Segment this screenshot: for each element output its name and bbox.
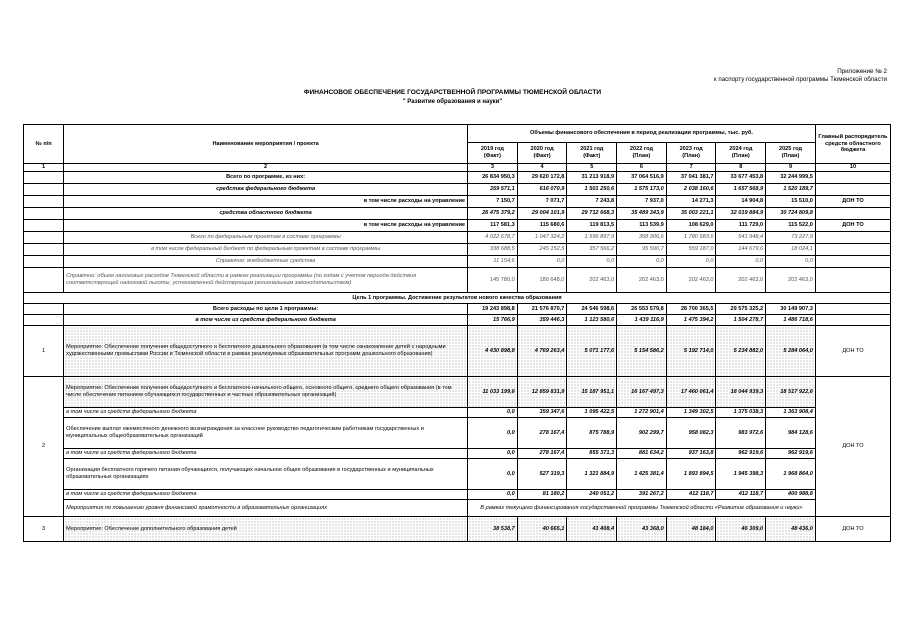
summary-value: 358 306,6 — [617, 232, 667, 244]
item-text: в том числе из средств федерального бюджета — [64, 449, 468, 459]
item-3-row — [24, 517, 891, 542]
summary-row — [24, 232, 891, 244]
item-value: 400 988,8 — [766, 490, 816, 500]
item-value: 0,0 — [468, 449, 518, 459]
year-header — [567, 143, 617, 164]
tax-value: 145 780,0 — [468, 268, 518, 293]
goal-value: 29 575 325,2 — [716, 304, 766, 315]
goal-value: 19 243 898,8 — [468, 304, 518, 315]
item-value: 15 187 951,1 — [567, 377, 617, 408]
item-value: 4 430 898,8 — [468, 326, 518, 377]
summary-spacer — [24, 256, 64, 268]
summary-value: 1 596 897,9 — [567, 232, 617, 244]
goal-total-row — [24, 315, 891, 326]
goal-label: в том числе из средств федерального бюджета — [64, 315, 468, 326]
summary-label: в том числе расходы на управление — [64, 196, 468, 208]
item-value: 1 375 038,3 — [716, 408, 766, 418]
item-value: 881 634,2 — [617, 449, 667, 459]
summary-value: 73 227,9 — [766, 232, 816, 244]
summary-value: 15 510,0 — [766, 196, 816, 208]
summary-value: 0,0 — [567, 256, 617, 268]
year-header — [666, 143, 716, 164]
summary-value: 108 629,0 — [666, 220, 716, 232]
item-number: 1 — [24, 326, 64, 377]
item-value: 38 538,7 — [468, 517, 518, 542]
item-value: 48 436,0 — [766, 517, 816, 542]
summary-value: 26 475 379,2 — [468, 208, 518, 220]
goal-value: 1 504 278,7 — [716, 315, 766, 326]
goal-manager — [815, 315, 890, 326]
item-value: 937 163,8 — [666, 449, 716, 459]
year-header — [517, 143, 567, 164]
year-header — [716, 143, 766, 164]
summary-spacer — [24, 208, 64, 220]
item-value: 1 349 302,5 — [666, 408, 716, 418]
summary-row — [24, 208, 891, 220]
goal-value: 21 576 870,7 — [517, 304, 567, 315]
summary-value: 14 904,8 — [716, 196, 766, 208]
summary-row — [24, 220, 891, 232]
year-label: 2020 год — [530, 146, 554, 153]
tax-value: 202 463,0 — [766, 268, 816, 293]
goal-label: Всего расходы по цели 1 программы: — [64, 304, 468, 315]
year-header — [468, 143, 518, 164]
item-value: 412 118,7 — [716, 490, 766, 500]
summary-value: 0,0 — [517, 256, 567, 268]
item-2-row — [24, 377, 891, 408]
summary-value: 7 071,7 — [517, 196, 567, 208]
item-value: 875 788,9 — [567, 418, 617, 449]
item-value: 11 033 199,6 — [468, 377, 518, 408]
item-value: 983 972,6 — [716, 418, 766, 449]
fin-literacy-row — [24, 500, 891, 517]
item-value: 5 234 882,0 — [716, 326, 766, 377]
year-status: (План) — [781, 153, 800, 159]
goal-title: Цель 1 программы. Достижение результатов нового качества образования — [24, 293, 891, 304]
summary-value: 616 070,9 — [517, 184, 567, 196]
goal-value: 1 475 394,2 — [666, 315, 716, 326]
summary-manager — [815, 184, 890, 196]
item-2-row — [24, 490, 891, 500]
item-value: 962 919,6 — [716, 449, 766, 459]
summary-spacer — [24, 232, 64, 244]
item-text: Мероприятие: Обеспечение получения общедоступного и бесплатного дошкольного образования (в том числе ознакомление детей с народными художественными промыслами России и Тюменской области в рамках реализуемых образовательных программ дошкольного образования) — [64, 326, 468, 377]
item-value: 1 945 398,3 — [716, 459, 766, 490]
summary-value: 338 688,5 — [468, 244, 518, 256]
item-value: 278 167,4 — [517, 449, 567, 459]
item-value: 1 095 422,5 — [567, 408, 617, 418]
item-2-row — [24, 459, 891, 490]
column-number: 9 — [766, 164, 816, 172]
summary-row — [24, 184, 891, 196]
summary-value: 29 712 668,3 — [567, 208, 617, 220]
col-num-header: № п/п — [24, 125, 64, 164]
item-value: 240 051,2 — [567, 490, 617, 500]
summary-row — [24, 172, 891, 184]
summary-row — [24, 196, 891, 208]
summary-value: 113 539,9 — [617, 220, 667, 232]
year-label: 2021 год — [580, 146, 604, 153]
item-number: 2 — [24, 377, 64, 517]
summary-value: 7 150,7 — [468, 196, 518, 208]
summary-value: 115 522,0 — [766, 220, 816, 232]
summary-value: 144 679,6 — [716, 244, 766, 256]
summary-value: 1 575 173,0 — [617, 184, 667, 196]
year-status: (Факт) — [583, 153, 601, 159]
summary-value: 359 571,1 — [468, 184, 518, 196]
summary-manager: ДОН ТО — [815, 196, 890, 208]
summary-value: 95 590,7 — [617, 244, 667, 256]
summary-value: 33 677 453,8 — [716, 172, 766, 184]
summary-value: 32 244 999,5 — [766, 172, 816, 184]
summary-value: 1 657 568,9 — [716, 184, 766, 196]
item-number: 3 — [24, 517, 64, 542]
summary-row — [24, 256, 891, 268]
item-manager: ДОН ТО — [815, 377, 890, 517]
summary-value: 37 064 516,9 — [617, 172, 667, 184]
summary-label: в том числе расходы на управление — [64, 220, 468, 232]
item-value: 4 769 263,4 — [517, 326, 567, 377]
annex-line-1: Приложение № 2 — [837, 68, 887, 75]
header-row-1 — [24, 125, 891, 143]
item-value: 1 425 381,4 — [617, 459, 667, 490]
year-status: (Факт) — [533, 153, 551, 159]
item-value: 18 517 922,6 — [766, 377, 816, 408]
item-value: 17 460 061,4 — [666, 377, 716, 408]
summary-value: 29 004 101,9 — [517, 208, 567, 220]
document-subtitle: " Развитие образования и науки" — [402, 99, 503, 105]
year-label: 2023 год — [679, 146, 703, 153]
item-text: Организация бесплатного горячего питания обучающихся, получающих начальное общее образование в государственных и муниципальных образовательных организациях — [64, 459, 468, 490]
summary-value: 30 724 809,8 — [766, 208, 816, 220]
item-value: 40 665,1 — [517, 517, 567, 542]
item-value: 16 167 497,3 — [617, 377, 667, 408]
summary-value: 4 022 678,7 — [468, 232, 518, 244]
summary-spacer — [24, 220, 64, 232]
summary-value: 11 154,6 — [468, 256, 518, 268]
item-value: 1 968 864,0 — [766, 459, 816, 490]
volumes-header: Объемы финансового обеспечения в период реализации программы, тыс. руб. — [468, 125, 816, 143]
manager-header: Главный распорядитель средств областного бюджета — [815, 125, 890, 164]
tax-note-row — [24, 268, 891, 293]
year-status: (План) — [731, 153, 750, 159]
item-text: в том числе из средств федерального бюджета — [64, 490, 468, 500]
goal-value: 1 439 116,9 — [617, 315, 667, 326]
goal-value: 28 700 365,5 — [666, 304, 716, 315]
summary-value: 35 003 221,1 — [666, 208, 716, 220]
summary-value: 14 271,3 — [666, 196, 716, 208]
goal-total-row — [24, 304, 891, 315]
tax-spacer — [24, 268, 64, 293]
tax-value: 202 463,0 — [617, 268, 667, 293]
year-label: 2019 год — [480, 146, 504, 153]
tax-value: 180 648,0 — [517, 268, 567, 293]
summary-value: 0,0 — [766, 256, 816, 268]
fin-literacy-text: В рамках текущего финансирования государственной программы Тюменской области «Развитие образования и науки» — [468, 500, 816, 517]
year-status: (План) — [682, 153, 701, 159]
item-value: 5 071 177,6 — [567, 326, 617, 377]
item-2-row — [24, 449, 891, 459]
column-number: 10 — [815, 164, 890, 172]
item-value: 1 272 901,4 — [617, 408, 667, 418]
item-value: 46 309,0 — [716, 517, 766, 542]
item-value: 12 859 831,9 — [517, 377, 567, 408]
item-value: 359 347,6 — [517, 408, 567, 418]
document-title: ФИНАНСОВОЕ ОБЕСПЕЧЕНИЕ ГОСУДАРСТВЕННОЙ ПРОГРАММЫ ТЮМЕНСКОЙ ОБЛАСТИ — [303, 89, 602, 96]
item-2-row — [24, 408, 891, 418]
tax-note-text: Справочно: объем налоговых расходов Тюменской области в рамках реализации программы (по годам с учетом периода действия соответствующей налоговой льготы, установленной действующим региональным законодательством) — [64, 268, 468, 293]
item-value: 81 180,2 — [517, 490, 567, 500]
item-value: 962 919,6 — [766, 449, 816, 459]
finance-table — [23, 124, 891, 542]
item-value: 41 408,4 — [567, 517, 617, 542]
summary-value: 119 813,5 — [567, 220, 617, 232]
item-value: 5 192 714,0 — [666, 326, 716, 377]
summary-value: 37 041 381,7 — [666, 172, 716, 184]
item-value: 18 044 939,3 — [716, 377, 766, 408]
annex-note — [714, 68, 887, 84]
summary-manager — [815, 256, 890, 268]
summary-value: 31 213 918,9 — [567, 172, 617, 184]
item-text: Мероприятие: Обеспечение получения общедоступного и бесплатного начального общего, основного общего, среднего общего образования (в том числе обеспечение питанием обучающихся государственных и частных образовательных организаций) — [64, 377, 468, 408]
summary-label: средства областного бюджета — [64, 208, 468, 220]
summary-value: 29 620 172,8 — [517, 172, 567, 184]
item-2-row — [24, 418, 891, 449]
summary-value: 32 019 884,9 — [716, 208, 766, 220]
summary-label: Всего по программе, из них: — [64, 172, 468, 184]
item-value: 0,0 — [468, 418, 518, 449]
item-value: 43 368,0 — [617, 517, 667, 542]
year-header — [617, 143, 667, 164]
item-value: 48 184,0 — [666, 517, 716, 542]
summary-label: в том числе федеральный бюджет по федеральным проектам в составе программы — [64, 244, 468, 256]
summary-value: 115 680,6 — [517, 220, 567, 232]
summary-spacer — [24, 172, 64, 184]
column-number: 1 — [24, 164, 64, 172]
year-header — [766, 143, 816, 164]
goal-value: 30 149 907,3 — [766, 304, 816, 315]
summary-manager — [815, 244, 890, 256]
item-value: 1 363 908,4 — [766, 408, 816, 418]
item-value: 1 893 894,5 — [666, 459, 716, 490]
fin-literacy-label: Мероприятия по повышению уровня финансовой грамотности в образовательных организациях — [64, 500, 468, 517]
summary-value: 7 243,8 — [567, 196, 617, 208]
summary-value: 111 729,0 — [716, 220, 766, 232]
goal-value: 1 486 718,6 — [766, 315, 816, 326]
item-text: Мероприятие: Обеспечение дополнительного образования детей — [64, 517, 468, 542]
item-value: 278 167,4 — [517, 418, 567, 449]
item-value: 984 128,6 — [766, 418, 816, 449]
summary-value: 1 520 189,7 — [766, 184, 816, 196]
summary-manager — [815, 208, 890, 220]
column-numbers-row — [24, 164, 891, 172]
summary-value: 1 501 250,6 — [567, 184, 617, 196]
item-1-row — [24, 326, 891, 377]
year-status: (Факт) — [483, 153, 501, 159]
summary-value: 2 038 160,6 — [666, 184, 716, 196]
item-value: 391 267,2 — [617, 490, 667, 500]
year-label: 2025 год — [778, 146, 803, 153]
summary-spacer — [24, 244, 64, 256]
goal-manager — [815, 304, 890, 315]
summary-value: 35 489 343,9 — [617, 208, 667, 220]
summary-value: 1 047 324,2 — [517, 232, 567, 244]
summary-label: средства федерального бюджета — [64, 184, 468, 196]
summary-label: Справочно: внебюджетные средства — [64, 256, 468, 268]
summary-value: 0,0 — [666, 256, 716, 268]
year-status: (План) — [632, 153, 651, 159]
summary-value: 559 187,0 — [666, 244, 716, 256]
summary-value: 541 948,4 — [716, 232, 766, 244]
summary-value: 357 566,2 — [567, 244, 617, 256]
annex-line-2: к паспорту государственной программы Тюменской области — [713, 76, 887, 83]
summary-value: 18 024,1 — [766, 244, 816, 256]
item-value: 5 154 586,2 — [617, 326, 667, 377]
column-number: 3 — [468, 164, 518, 172]
item-manager: ДОН ТО — [815, 517, 890, 542]
summary-spacer — [24, 184, 64, 196]
tax-value: 202 463,0 — [567, 268, 617, 293]
goal-value: 359 446,3 — [517, 315, 567, 326]
year-label: 2024 год — [729, 146, 753, 153]
goal-spacer — [24, 315, 64, 326]
summary-value: 0,0 — [617, 256, 667, 268]
item-value: 527 319,3 — [517, 459, 567, 490]
item-value: 0,0 — [468, 459, 518, 490]
tax-value: 202 463,0 — [666, 268, 716, 293]
summary-value: 0,0 — [716, 256, 766, 268]
summary-value: 26 834 950,3 — [468, 172, 518, 184]
summary-value: 1 780 583,6 — [666, 232, 716, 244]
column-number: 5 — [567, 164, 617, 172]
item-value: 855 371,3 — [567, 449, 617, 459]
goal-spacer — [24, 304, 64, 315]
summary-spacer — [24, 196, 64, 208]
item-value: 1 321 884,9 — [567, 459, 617, 490]
summary-manager — [815, 172, 890, 184]
tax-manager — [815, 268, 890, 293]
item-value: 958 082,3 — [666, 418, 716, 449]
item-text: в том числе из средств федерального бюджета — [64, 408, 468, 418]
col-name-header: Наименование мероприятия / проекта — [64, 125, 468, 164]
summary-manager: ДОН ТО — [815, 220, 890, 232]
column-number: 8 — [716, 164, 766, 172]
summary-value: 7 937,0 — [617, 196, 667, 208]
item-value: 5 284 064,0 — [766, 326, 816, 377]
item-manager: ДОН ТО — [815, 326, 890, 377]
goal-row — [24, 293, 891, 304]
column-number: 2 — [64, 164, 468, 172]
summary-manager — [815, 232, 890, 244]
item-value: 0,0 — [468, 408, 518, 418]
goal-value: 1 123 580,6 — [567, 315, 617, 326]
column-number: 6 — [617, 164, 667, 172]
column-number: 7 — [666, 164, 716, 172]
year-label: 2022 год — [629, 146, 654, 153]
summary-label: Всего по федеральным проектам в составе программы — [64, 232, 468, 244]
tax-value: 202 463,0 — [716, 268, 766, 293]
summary-value: 245 152,5 — [517, 244, 567, 256]
item-value: 902 299,7 — [617, 418, 667, 449]
goal-value: 24 546 598,6 — [567, 304, 617, 315]
goal-value: 15 766,9 — [468, 315, 518, 326]
item-value: 412 118,7 — [666, 490, 716, 500]
column-number: 4 — [517, 164, 567, 172]
summary-value: 117 581,3 — [468, 220, 518, 232]
summary-row — [24, 244, 891, 256]
goal-value: 26 553 579,8 — [617, 304, 667, 315]
item-text: Обеспечение выплат ежемесячного денежного вознаграждения за классное руководство педагогическим работникам государственных и муниципальных общеобразовательных организаций — [64, 418, 468, 449]
item-value: 0,0 — [468, 490, 518, 500]
